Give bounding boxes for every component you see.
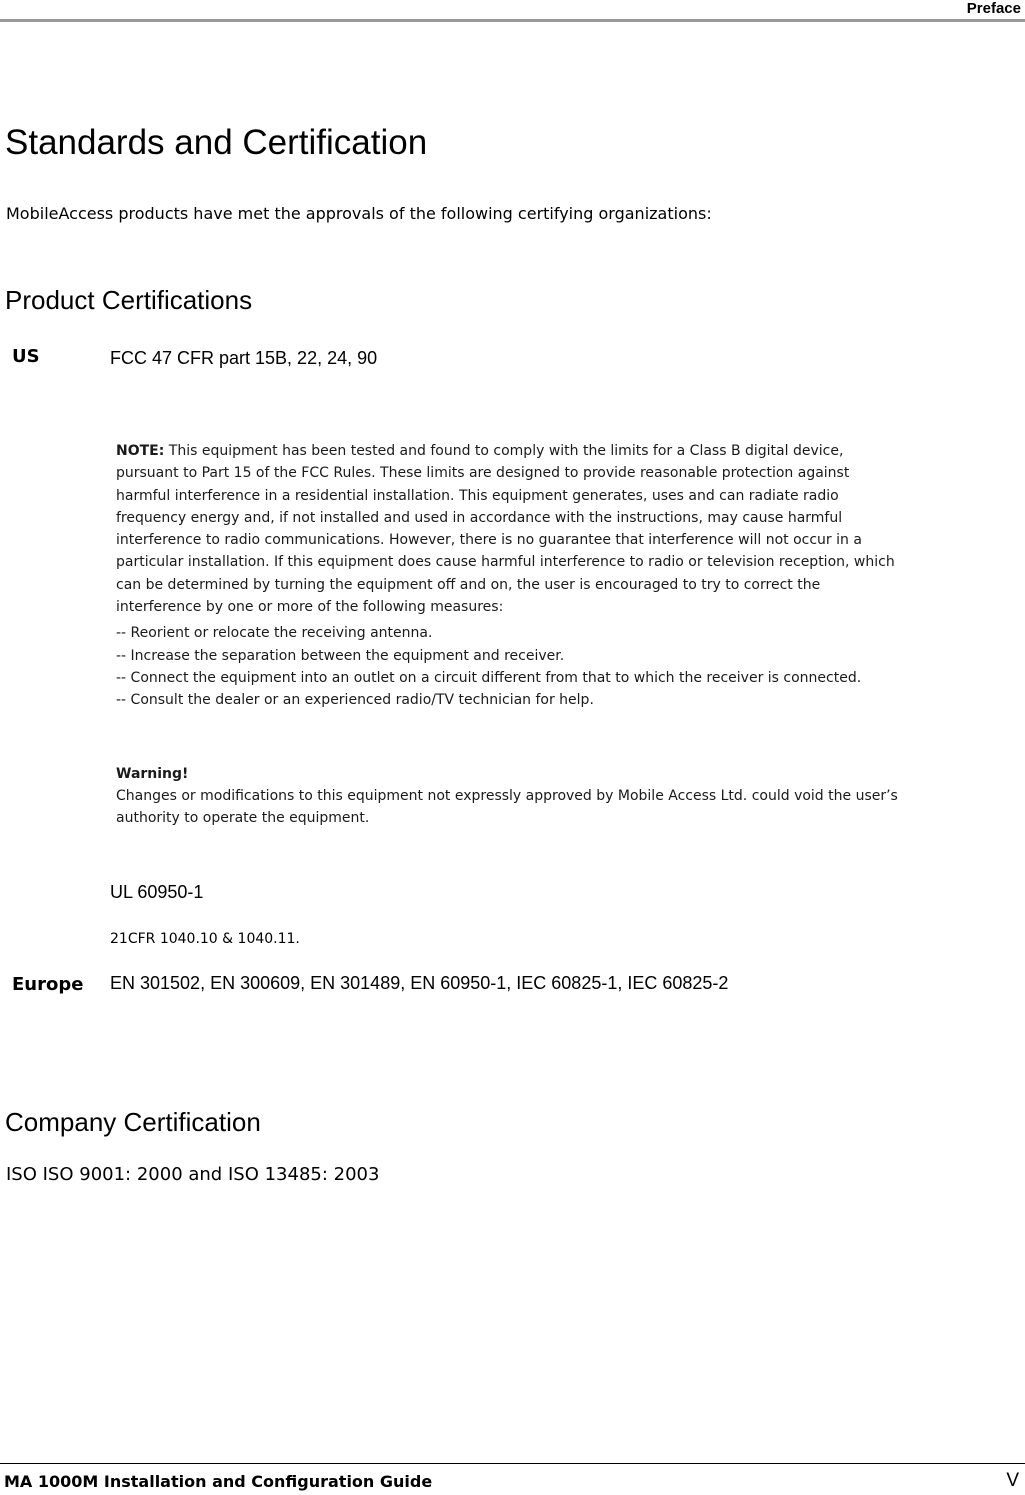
warning-block <box>116 763 902 830</box>
us-cfr-text: 21CFR 1040.10 & 1040.11. <box>110 931 300 947</box>
fcc-note-paragraph <box>116 440 902 618</box>
company-certification-text: ISO ISO 9001: 2000 and ISO 13485: 2003 <box>6 1164 380 1185</box>
footer-guide-title: MA 1000M Installation and Configuration Guide <box>4 1472 433 1491</box>
footer-rule <box>0 1463 1025 1464</box>
page-title: Standards and Certification <box>5 123 428 162</box>
us-ul-text: UL 60950-1 <box>110 882 204 902</box>
us-fcc-text: FCC 47 CFR part 15B, 22, 24, 90 <box>110 348 378 368</box>
measure-item: -- Connect the equipment into an outlet on a circuit different from that to which the receiver is connected. <box>116 669 862 686</box>
warning-text: Changes or modifications to this equipment not expressly approved by Mobile Access Ltd. could void the user’s authority to operate the equipment. <box>116 787 898 827</box>
note-text: This equipment has been tested and found to comply with the limits for a Class B digital device, pursuant to Part 15 of the FCC Rules. These limits are designed to provide reasonable protection against harmful interference in a residential installation. This equipment generates, uses and can radiate radio frequency energy and, if not installed and used in accordance with the instructions, may cause harmful interference to radio communications. However, there is no guarantee that interference will not occur in a particular installation. If this equipment does cause harmful interference to radio or television reception, which can be determined by turning the equipment off and on, the user is encouraged to try to correct the interference by one or more of the following measures: <box>116 443 895 616</box>
measure-item: -- Consult the dealer or an experienced radio/TV technician for help. <box>116 692 594 709</box>
product-certifications-heading: Product Certifications <box>5 285 253 315</box>
header-rule <box>0 19 1025 22</box>
measure-item: -- Increase the separation between the equipment and receiver. <box>116 647 565 664</box>
intro-text: MobileAccess products have met the approvals of the following certifying organizations: <box>6 204 712 223</box>
fcc-notice <box>116 440 902 829</box>
measure-item: -- Reorient or relocate the receiving antenna. <box>116 625 433 642</box>
header-section-label: Preface <box>966 0 1021 17</box>
warning-label: Warning! <box>116 765 189 782</box>
note-label: NOTE: <box>116 443 165 459</box>
company-certification-heading: Company Certification <box>5 1107 261 1137</box>
footer-page-number: V <box>1006 1470 1019 1491</box>
measures-list <box>116 622 902 711</box>
europe-standards-text: EN 301502, EN 300609, EN 301489, EN 60950-1, IEC 60825-1, IEC 60825-2 <box>110 973 729 993</box>
europe-label: Europe <box>12 974 84 995</box>
us-label: US <box>12 346 40 367</box>
